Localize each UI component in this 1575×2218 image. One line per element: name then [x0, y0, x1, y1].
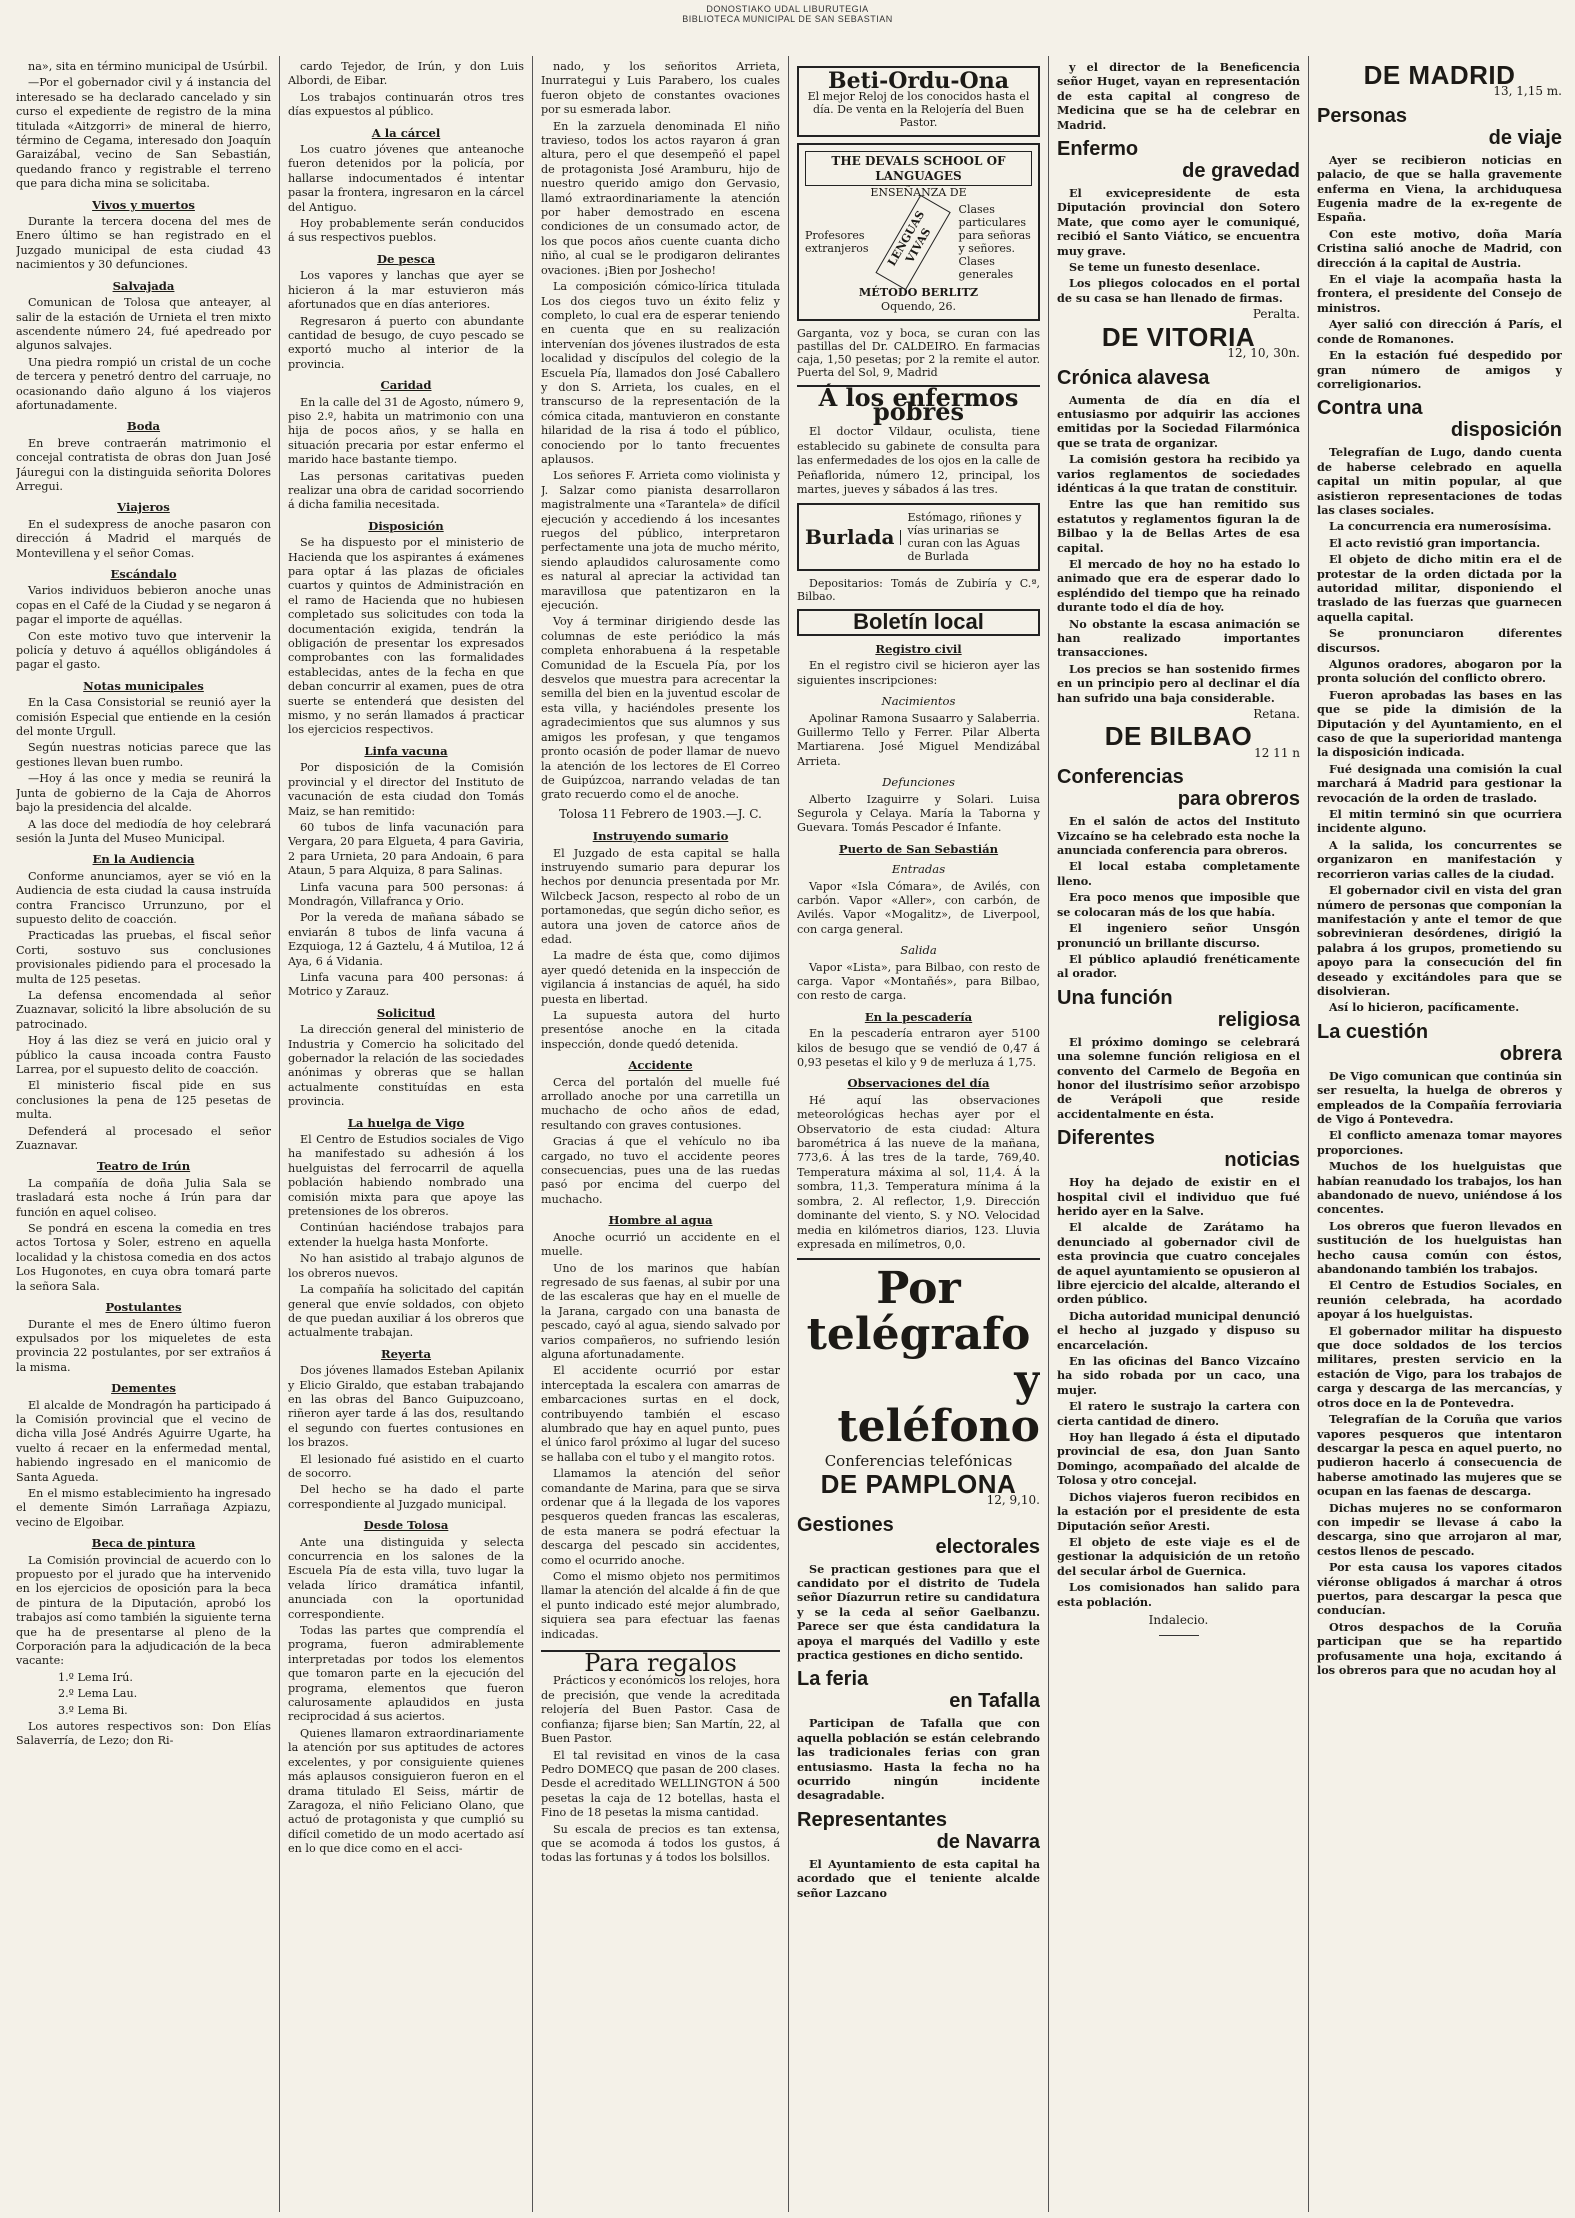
paragraph: El alcalde de Zarátamo ha denunciado al gobernador civil de esta provincia que cuatro concejales de aquel ayuntamiento se opusieron al libre ejercicio del alcalde, alterando el orden público. — [1057, 1220, 1300, 1307]
paragraph: Hoy ha dejado de existir en el hospital civil el individuo que fué herido ayer en la Salve. — [1057, 1175, 1300, 1218]
section-heading: Solicitud — [376, 1005, 436, 1020]
paragraph: Voy á terminar dirigiendo desde las columnas de este periódico la más completa enhorabuena á la respetable Comunidad de la Escuela Pía, por los desvelos que muestra para acrecentar la semilla del bien en la juventud escolar de esta villa, y haciéndoles presente los agradecimientos que sus alumnos y sus amigos les profesan, y que tengamos pronto ocasión de poder llamar de nuevo la atención de los lectores de El Correo de Guipúzcoa, narrando veladas de tan grato recuerdo como el de anoche. — [541, 615, 780, 802]
dateline: 13, 1,15 m. — [1493, 84, 1562, 99]
paragraph: Gracias á que el vehículo no iba cargado, no tuvo el accidente peores consecuencias, pues una de las ruedas pasó por encima del cuerpo del muchacho. — [541, 1135, 780, 1206]
column-1 — [16, 60, 271, 2210]
signature: Tolosa 11 Febrero de 1903.—J. C. — [559, 806, 762, 821]
paragraph: Por disposición de la Comisión provincial y el director del Instituto de vacunación de esta ciudad don Tomás Maiz, se han remitido: — [288, 761, 524, 818]
paragraph: Telegrafían de Lugo, dando cuenta de haberse celebrado en aquella capital un mitin popular, al que asistieron representaciones de todas las clases sociales. — [1317, 445, 1562, 517]
paragraph: Muchos de los huelguistas que habían reanudado los trabajos, los han abandonado de nuevo, uniéndose á los concentes. — [1317, 1159, 1562, 1217]
headline-line: noticias — [1224, 1149, 1300, 1172]
paragraph: Algunos oradores, abogaron por la pronta solución del conflicto obrero. — [1317, 657, 1562, 686]
paragraph: En el mismo establecimiento ha ingresado el demente Simón Larrañaga Azpiazu, vecino de Elgoibar. — [16, 1486, 271, 1529]
paragraph: Como el mismo objeto nos permitimos llamar la atención del alcalde á fin de que el punto indicado esté mejor alumbrado, siquiera sea para efectuar las faenas indicadas. — [541, 1570, 780, 1641]
paragraph: El Centro de Estudios Sociales, en reunión celebrada, ha acordado apoyar á los huelguistas. — [1317, 1278, 1562, 1322]
paragraph: En la calle del 31 de Agosto, número 9, piso 2.º, habita un matrimonio con una hija de pocos años, y se halla en situación precaria por estar enfermo el marido hace bastante tiempo. — [288, 395, 524, 467]
ad-left-text: Profesores extranjeros — [805, 229, 869, 256]
paragraph: En la estación fué despedido por gran número de amigos y correligionarios. — [1317, 348, 1562, 391]
paragraph: El Centro de Estudios sociales de Vigo ha manifestado su adhesión á los huelguistas del ferrocarril de aquella población habiendo nombrado una comisión mixta para que apoye las pretensiones de los obreros. — [288, 1133, 524, 1219]
telegraph-headline — [797, 1258, 1040, 1453]
paragraph: El objeto de este viaje es el de gestionar la adquisición de un retoño del secular árbol de Guernica. — [1057, 1534, 1300, 1578]
section-heading: Postulantes — [105, 1300, 182, 1315]
paragraph: En breve contraerán matrimonio el concejal contratista de obras don Juan José Jáuregui con la distinguida señorita Dolores Arregui. — [16, 436, 271, 493]
paragraph: El gobernador civil en vista del gran número de personas que componían la manifestación y ante el temor de que sobrevinieran desórdenes, dirigió la palabra á los grupos, prometiendo su apoyo para la consecución del fin deseado y excitándoles para que se disolvieran. — [1317, 883, 1562, 998]
paragraph: El lesionado fué asistido en el cuarto de socorro. — [288, 1452, 524, 1480]
headline-enfermo — [1057, 138, 1300, 182]
paragraph: El ingeniero señor Unsgón pronunció un brillante discurso. — [1057, 921, 1300, 950]
paragraph: La supuesta autora del hurto presentóse anoche en la citada inspección, donde quedó detenida. — [541, 1009, 780, 1051]
paragraph: Prácticos y económicos los relojes, hora de precisión, que vende la acreditada relojería del Buen Pastor. Casa de confianza; fijarse bien; San Martín, 22, al Buen Pastor. — [541, 1674, 780, 1746]
section-heading: Notas municipales — [83, 678, 204, 693]
section-heading: Reyerta — [380, 1346, 432, 1361]
paragraph: Ayer se recibieron noticias en palacio, de que se halla gravemente enferma en Viena, la archiduquesa Eugenia madre de la ex-regente de España. — [1317, 152, 1562, 225]
paragraph: El exvicepresidente de esta Diputación provincial don Sotero Mate, que como ayer le comuniqué, recibió el Santo Viático, se encuentra muy grave. — [1057, 186, 1300, 258]
paragraph: Los vapores y lanchas que ayer se hicieron á la mar estuvieron más afortunados que en días anteriores. — [288, 269, 524, 312]
paragraph: Dos jóvenes llamados Esteban Apilanix y Elicio Giraldo, que estaban trabajando en las obras del Banco Guipuzcoano, riñeron ayer tarde á las dos, resultando el segundo con fuertes contusiones en los brazos. — [288, 1364, 524, 1450]
paragraph: Hoy probablemente serán conducidos á sus respectivos pueblos. — [288, 217, 524, 245]
list-item: 1.º Lema Irú. — [58, 1670, 133, 1684]
paragraph: Anoche ocurrió un accidente en el muelle. — [541, 1230, 780, 1259]
paragraph: El ratero le sustrajo la cartera con cierta cantidad de dinero. — [1057, 1399, 1300, 1428]
paragraph: En el salón de actos del Instituto Vizcaíno se ha celebrado esta noche la anunciada conferencia para obreros. — [1057, 814, 1300, 858]
section-heading: Desde Tolosa — [363, 1518, 449, 1533]
paragraph: Conforme anunciamos, ayer se vió en la Audiencia de esta ciudad la causa instruída contra Francisco Urrunzuno, por el supuesto delito de coacción. — [16, 869, 271, 926]
headline-line: obrera — [1499, 1042, 1562, 1065]
section-heading: Beca de pintura — [91, 1536, 196, 1551]
paragraph: La defensa encomendada al señor Zuaznavar, solicitó la libre absolución de su patrocinado. — [16, 988, 271, 1031]
headline-line: y teléfono — [837, 1355, 1040, 1453]
headline-line: en Tafalla — [949, 1690, 1040, 1713]
ad-title: Para regalos — [541, 1650, 780, 1670]
paragraph: Hé aquí las observaciones meteorológicas hechas ayer por el Observatorio de esta ciudad: Altura barométrica á las nueve de la mañana, 773,6. Á las tres de la tarde, 769,40. Temperatura máxima al sol, 11,4. Á la sombra, 11,3. Temperatura mínima á la sombra, 2. Al reflector, 1,9. Dirección dominante del viento, S. y NO. Velocidad media en kilómetros diarios, 123. Lluvia expresada en milímetros, 0,0. — [797, 1093, 1040, 1251]
paragraph: 60 tubos de linfa vacunación para Vergara, 20 para Elgueta, 4 para Gaviria, 2 para Urnieta, 20 para Andoain, 6 para Ataun, 5 para Alquiza, 8 para Salinas. — [288, 820, 524, 878]
signature: Indalecio. — [1148, 1612, 1209, 1627]
paragraph: La dirección general del ministerio de Industria y Comercio ha solicitado del gobernador la relación de las sociedades anónimas y obreras que se hallan actualmente constituídas en esta provincia. — [288, 1023, 524, 1109]
headline-feria — [797, 1668, 1040, 1712]
paragraph: Se teme un funesto desenlace. — [1069, 260, 1261, 275]
section-heading: Escándalo — [110, 567, 177, 581]
paragraph: Llamamos la atención del señor comandante de Marina, para que se sirva ordenar que á la llegada de los vapores pesqueros queden francas las escaleras, de esta manera se podrá efectuar la descarga del pescado sin accidentes, como el ocurrido anoche. — [541, 1467, 780, 1567]
paragraph: En el viaje la acompaña hasta la frontera, el presidente del Consejo de ministros. — [1317, 272, 1562, 315]
paragraph: No han asistido al trabajo algunos de los obreros nuevos. — [288, 1252, 524, 1280]
headline-line: Personas — [1317, 104, 1408, 127]
pamplona-title: DE PAMPLONA — [820, 1468, 1017, 1499]
paragraph: El mitin terminó sin que ocurriera incidente alguno. — [1317, 807, 1562, 836]
signature: Peralta. — [1252, 307, 1300, 322]
column-rule — [279, 56, 280, 2212]
section-heading: De pesca — [376, 251, 436, 266]
paragraph: Dichos viajeros fueron recibidos en la estación por el presidente de esta Diputación señor Aresti. — [1057, 1489, 1300, 1533]
paragraph: Los señores F. Arrieta como violinista y J. Salzar como pianista desarrollaron magistralmente una «Tarantela» de difícil ejecución y accediendo á los incesantes ruegos del público, interpretaron perfectamente una jota de mucho mérito, siendo aplaudidos calurosamente como es natural al apreciar la actividad tan maravillosa que patentizaron en la ejecución. — [541, 469, 780, 613]
library-name-basque: DONOSTIAKO UDAL LIBURUTEGIA — [706, 4, 869, 14]
ad-subtitle: ENSEÑANZA DE — [870, 186, 967, 200]
paragraph: Las personas caritativas pueden realizar una obra de caridad socorriendo á dicha familia necesitada. — [288, 469, 524, 512]
paragraph: La compañía de doña Julia Sala se trasladará esta noche á Irún para dar función en aquel coliseo. — [16, 1176, 271, 1219]
headline-line: de Navarra — [936, 1830, 1040, 1853]
headline-line: disposición — [1450, 419, 1562, 442]
ad-method: MÉTODO BERLITZ — [858, 285, 979, 300]
paragraph: A las doce del mediodía de hoy celebrará sesión la Junta del Museo Municipal. — [16, 817, 271, 845]
paragraph: Otros despachos de la Coruña participan que se ha repartido profusamente una hoja, excitando á los obreros para que no acudan hoy al — [1317, 1619, 1562, 1677]
paragraph: y el director de la Beneficencia señor Huget, vayan en representación de esta capital al congreso de Medicina que se ha de celebrar en Madrid. — [1057, 60, 1300, 132]
paragraph: Su escala de precios es tan extensa, que se acomoda á todos los gustos, á todas las fortunas y á todos los bolsillos. — [541, 1822, 780, 1865]
paragraph: Una piedra rompió un cristal de un coche de tercera y penetró dentro del carruaje, no ocasionando daño alguno á los viajeros afortunadamente. — [16, 355, 271, 412]
dateline: 12 11 n — [1254, 745, 1300, 760]
headline-line: de gravedad — [1182, 160, 1300, 183]
paragraph: Así lo hicieron, pacíficamente. — [1329, 1000, 1520, 1015]
paragraph: Con este motivo tuvo que intervenir la policía y detuvo á aquéllos obligándoles á pagar el gasto. — [16, 629, 271, 672]
paragraph: cardo Tejedor, de Irún, y don Luis Albordi, de Eibar. — [288, 60, 524, 88]
paragraph: Los comisionados han salido para esta población. — [1057, 1580, 1300, 1609]
section-heading: Caridad — [380, 378, 432, 393]
headline-funcion — [1057, 987, 1300, 1031]
paragraph: En la pescadería entraron ayer 5100 kilos de besugo que se vendió de 0,47 á 0,93 pesetas el kilo y 9 de merluza á 1,75. — [797, 1027, 1040, 1070]
headline-line: Una función — [1057, 986, 1173, 1009]
section-heading: Disposición — [368, 518, 444, 533]
paragraph: —Hoy á las once y media se reunirá la Junta de gobierno de la Caja de Ahorros bajo la presidencia del alcalde. — [16, 772, 271, 815]
dateline: 12, 10, 30n. — [1227, 346, 1300, 361]
paragraph: Por esta causa los vapores citados viéronse obligados á marchar á otros puertos, para descargar la pesca que conducían. — [1317, 1560, 1562, 1618]
headline-conferencias — [1057, 766, 1300, 810]
paragraph: Ayer salió con dirección á París, el conde de Romanones. — [1317, 317, 1562, 346]
column-rule — [1048, 56, 1049, 2212]
paragraph: Aumenta de día en día el entusiasmo por adquirir las acciones emitidas por la Sociedad Filarmónica que se trata de organizar. — [1057, 392, 1300, 450]
paragraph: Cerca del portalón del muelle fué arrollado anoche por una carretilla un muchacho de ocho años de edad, resultando con graves contusiones. — [541, 1075, 780, 1132]
headline-line: Enfermo — [1057, 138, 1139, 161]
ad-text: El mejor Reloj de los conocidos hasta el día. De venta en la Relojería del Buen Pastor. — [807, 90, 1030, 130]
column-rule — [788, 56, 789, 2212]
paragraph: Se pronunciaron diferentes discursos. — [1317, 626, 1562, 655]
section-heading: En la Audiencia — [92, 852, 195, 867]
paragraph: Entre las que han remitido sus estatutos y reglamentos figuran la de Bilbao y la de Bellas Artes de esa capital. — [1057, 497, 1300, 555]
headline-line: Gestiones — [797, 1513, 894, 1536]
paragraph: Comunican de Tolosa que anteayer, al salir de la estación de Urnieta el tren mixto ascendente número 24, fué apedreado por algunos salvajes. — [16, 296, 271, 353]
paragraph: El acto revistió gran importancia. — [1329, 535, 1541, 550]
paragraph: Vapor «Isla Cómara», de Avilés, con carbón. Vapor «Aller», con carbón, de Avilés. Vapor «Mogalitz», de Liverpool, con carga general. — [797, 879, 1040, 936]
headline-line: Por telégrafo — [806, 1263, 1031, 1361]
paragraph: Del hecho se ha dado el parte correspondiente al Juzgado municipal. — [288, 1483, 524, 1511]
paragraph: Varios individuos bebieron anoche unas copas en el Café de la Ciudad y se negaron á pagar el importe de aquéllas. — [16, 584, 271, 627]
paragraph: Practicadas las pruebas, el fiscal señor Corti, sostuvo sus conclusiones provisionales pidiendo para el procesado la multa de 125 pesetas. — [16, 929, 271, 986]
subheading: Entradas — [891, 862, 946, 877]
paragraph: La compañía ha solicitado del capitán general que envíe soldados, con objeto de que puedan auxiliar á los obreros que actualmente trabajan. — [288, 1283, 524, 1340]
paragraph: Linfa vacuna para 500 personas: á Mondragón, Villafranca y Orio. — [288, 880, 524, 908]
paragraph: No obstante la escasa animación se han realizado importantes transacciones. — [1057, 616, 1300, 660]
paragraph: Telegrafían de la Coruña que varios vapores pesqueros que intentaron descargar la pesca en aquel puerto, no pudieron hacerlo á consecuencia de haberse amotinado las mujeres que se ocupan en las faenas de descarga. — [1317, 1412, 1562, 1499]
ad-language-school — [797, 143, 1040, 320]
column-4 — [797, 60, 1040, 2210]
section-heading: Accidente — [628, 1058, 693, 1073]
paragraph: Se ha dispuesto por el ministerio de Hacienda que los aspirantes á exámenes para optar á las plazas de oficiales cuartos y quintos de Administración en el ramo de Hacienda que no hubiesen completado sus solicitudes con toda la documentación exigida, tendrán la obligación de presentar los expresados comprobantes con las formalidades establecidas, antes de la fecha en que deban concurrir al examen, pues de otra suerte se entenderá que desisten del mismo, y no serán llamados á practicar los ejercicios respectivos. — [288, 536, 524, 737]
paragraph: El mercado de hoy no ha estado lo animado que era de esperar dado lo espléndido del tiempo que ha reinado durante todo el día de hoy. — [1057, 556, 1300, 615]
paragraph: Hoy á las diez se verá en juicio oral y público la causa incoada contra Fausto Larrea, por el supuesto delito de coacción. — [16, 1034, 271, 1076]
paragraph: Los precios se han sostenido firmes en un principio pero al declinar el día han sufrido una baja considerable. — [1057, 661, 1300, 705]
column-2 — [288, 60, 524, 2210]
headline-line: electorales — [935, 1535, 1040, 1558]
paragraph: Los obreros que fueron llevados en sustitución de los huelguistas han hecho causa común con éstos, abandonando también los trabajos. — [1317, 1218, 1562, 1277]
paragraph: La concurrencia era numerosísima. — [1329, 519, 1552, 534]
paragraph: Los autores respectivos son: Don Elías Salaverría, de Lezo; don Ri- — [16, 1720, 271, 1748]
paragraph: En el registro civil se hicieron ayer las siguientes inscripciones: — [797, 659, 1040, 687]
signature: Retana. — [1253, 707, 1300, 722]
headline-line: para obreros — [1177, 788, 1300, 811]
page-header — [0, 4, 1575, 24]
headline-line: religiosa — [1217, 1008, 1300, 1031]
paragraph: El local estaba completamente lleno. — [1057, 859, 1300, 888]
ad-title: THE DEVALS SCHOOL OF LANGUAGES — [805, 151, 1032, 186]
paragraph: Por la vereda de mañana sábado se enviarán 8 tubos de linfa vacuna á Ezquioga, 12 á Gaztelu, 4 á Mutiloa, 12 á Aya, 6 á Vidania. — [288, 911, 524, 968]
section-heading: Registro civil — [875, 641, 962, 656]
section-heading: Hombre al agua — [608, 1213, 713, 1228]
paragraph: El próximo domingo se celebrará una solemne función religiosa en el convento del Carmelo de Begoña en honor del ilustrísimo señor arzobispo de Verápoli que reside accidentalmente en ésta. — [1057, 1034, 1300, 1121]
paragraph: En la Casa Consistorial se reunió ayer la comisión Especial que entiende en la cesión del monte Urgull. — [16, 696, 271, 739]
headline-representantes — [797, 1809, 1040, 1853]
ad-depositarios: Depositarios: Tomás de Zubiría y C.ª, Bilbao. — [797, 577, 1040, 604]
paragraph: A la salida, los concurrentes se organizaron en manifestación y recorrieron varias calles de la ciudad. — [1317, 837, 1562, 881]
headline-personas — [1317, 105, 1562, 149]
ad-title: Burlada — [805, 530, 901, 544]
ad-center-text: LENGUAS VIVAS — [876, 195, 951, 290]
paragraph: Era poco menos que imposible que se colocaran más de los que había. — [1057, 890, 1300, 919]
paragraph: Quienes llamaron extraordinariamente la atención por sus aptitudes de actores excelentes, y por consiguiente quienes más aplausos consiguieron fueron en el drama titulado El Seiss, mártir de Zaragoza, el niño Feliciano Olano, que actuó de protagonista y que cumplió su difícil cometido de un modo acertado así en lo que dice como en el acci- — [288, 1726, 524, 1856]
paragraph: Fué designada una comisión la cual marchará á Madrid para gestionar la revocación de la orden de traslado. — [1317, 761, 1562, 805]
paragraph: El alcalde de Mondragón ha participado á la Comisión provincial que el vecino de dicha villa José Andrés Aguirre Ugarte, ha vuelto á recaer en la enfermedad mental, habiendo ingresado en el manicomio de Santa Agueda. — [16, 1398, 271, 1484]
ad-title: Beti-Ordu-Ona — [828, 68, 1009, 94]
paragraph: El público aplaudió frenéticamente al orador. — [1057, 951, 1300, 981]
section-heading: En la pescadería — [864, 1009, 973, 1024]
ad-pastillas: Garganta, voz y boca, se curan con las pastillas del Dr. CALDEIRO. En farmacias caja, 1,50 pesetas; por 2 la remite el autor. Puerta del Sol, 9, Madrid — [797, 326, 1040, 379]
paragraph: En la zarzuela denominada El niño travieso, todos los actos rayaron á gran altura, pero el que desempeñó el papel de protagonista José Aramburu, hijo de nuestro querido amigo don Gervasio, llamó extraordinariamente la atención por haber demostrado en escena condiciones de un consumado actor, de los que pocos años cuente cuanta dicho niño, al cual se le prodigaron delirantes ovaciones. ¡Bien por Joshecho! — [541, 119, 780, 277]
ad-beti-ordu-ona — [797, 66, 1040, 137]
column-3 — [541, 60, 780, 2210]
paragraph: Alberto Izaguirre y Solari. Luisa Segurola y Celaya. María la Taborna y Guevara. Tomás Pescador é Infante. — [797, 792, 1040, 835]
paragraph: Defenderá al procesado el señor Zuaznavar. — [16, 1124, 271, 1153]
paragraph: —Por el gobernador civil y á instancia del interesado se ha declarado cancelado y sin curso el expediente de registro de la mina titulada «Aitzgorri» de mineral de hierro, término de Cegama, interesado don Joaquín Garaizábal, vecino de San Sebastián, quedando franco y registrable el terreno que para dicha mina se solicitaba. — [16, 76, 271, 191]
ad-text: Estómago, riñones y vías urinarias se curan con las Aguas de Burlada — [907, 511, 1022, 564]
paragraph: El Ayuntamiento de esta capital ha acordado que el teniente alcalde señor Lazcano — [797, 1856, 1040, 1900]
headline-cronica: Crónica alavesa — [1057, 366, 1210, 389]
paragraph: Durante el mes de Enero último fueron expulsados por los miqueletes de esta provincia 22 postulantes, por ser extraños á la misma. — [16, 1317, 271, 1374]
section-heading: Dementes — [111, 1381, 176, 1396]
section-heading: Instruyendo sumario — [592, 829, 729, 844]
paragraph: nado, y los señoritos Arrieta, Inurrategui y Luis Parabero, los cuales fueron objeto de constantes ovaciones por su esmerada labor. — [541, 60, 780, 117]
column-rule — [532, 56, 533, 2212]
headline-line: Conferencias — [1057, 766, 1184, 789]
section-heading: A la cárcel — [371, 125, 441, 140]
vitoria-title: DE VITORIA — [1101, 321, 1256, 352]
headline-diferentes — [1057, 1127, 1300, 1171]
paragraph: Participan de Tafalla que con aquella población se están celebrando las tradicionales ferias con gran entusiasmo. Hasta la fecha no ha ocurrido ningún incidente desagradable. — [797, 1716, 1040, 1803]
headline-line: de viaje — [1488, 126, 1562, 149]
paragraph: Se practican gestiones para que el candidato por el distrito de Tudela señor Díazurrun retire su candidatura y se la ceda al señor Gaelbanzu. Parece ser que ésta candidatura la apoya el marqués del Vadillo y este practica gestiones en dicho sentido. — [797, 1561, 1040, 1662]
section-heading: Observaciones del día — [847, 1076, 990, 1091]
paragraph: Fueron aprobadas las bases en las que se pide la dimisión de la Diputación y del Ayuntamiento, en el caso de que la superioridad mantenga la disposición indicada. — [1317, 687, 1562, 760]
paragraph: La madre de ésta que, como dijimos ayer quedó detenida en la inspección de vigilancia á instancias de aquél, ha sido puesta en libertad. — [541, 949, 780, 1006]
ad-burlada — [797, 503, 1040, 571]
paragraph: El ministerio fiscal pide en sus conclusiones la pena de 125 pesetas de multa. — [16, 1079, 271, 1122]
subheading: Defunciones — [882, 775, 955, 790]
subheading: Nacimientos — [881, 694, 956, 709]
paragraph: El conflicto amenaza tomar mayores proporciones. — [1317, 1128, 1562, 1157]
paragraph: Continúan haciéndose trabajos para extender la huelga hasta Monforte. — [288, 1221, 524, 1249]
section-heading: La huelga de Vigo — [347, 1115, 465, 1130]
section-heading: Viajeros — [117, 500, 170, 515]
column-6 — [1317, 60, 1562, 2210]
paragraph: Ante una distinguida y selecta concurrencia en los salones de la Escuela Pía de esta villa, tuvo lugar la velada lírico dramática infantil, anunciada con la oportunidad correspondiente. — [288, 1535, 524, 1621]
paragraph: Los pliegos colocados en el portal de su casa se han llenado de firmas. — [1057, 276, 1300, 305]
paragraph: Apolinar Ramona Susaarro y Salaberria. Guillermo Tello y Ferrer. Pilar Alberta Martiarena. José Miguel Mendizábal Arrieta. — [797, 711, 1040, 768]
paragraph: La Comisión provincial de acuerdo con lo propuesto por el jurado que ha intervenido en los ejercicios de oposición para la beca de pintura de la Diputación, aprobó los trabajos así como también la siguiente terna que ha de presentarse al pleno de la Corporación para la adjudicación de la beca vacante: — [16, 1553, 271, 1668]
list-item: 3.º Lema Bi. — [58, 1703, 128, 1717]
library-name-spanish: BIBLIOTECA MUNICIPAL DE SAN SEBASTIAN — [682, 14, 893, 24]
column-rule — [1308, 56, 1309, 2212]
boletin-local-banner: Boletín local — [797, 609, 1040, 635]
paragraph: En las oficinas del Banco Vizcaíno ha sido robada por un caco, una mujer. — [1057, 1354, 1300, 1397]
paragraph: El accidente ocurrió por estar interceptada la escalera con amarras de embarcaciones surtas en el dock, contribuyendo también el escaso alumbrado que hay en aquel punto, pues el único farol próximo al lugar del suceso se hallaba con el tubo y el mangito rotos. — [541, 1364, 780, 1464]
headline-line: La feria — [797, 1668, 869, 1691]
paragraph: El gobernador militar ha dispuesto que doce soldados de los tercios militares, presten servicio en la estación de Vigo, para los trabajos de carga y descarga de las mercancías, y otros doce en la de Pontevedra. — [1317, 1323, 1562, 1410]
bilbao-title: DE BILBAO — [1104, 721, 1253, 752]
headline-gestiones — [797, 1514, 1040, 1558]
paragraph: Según nuestras noticias parece que las gestiones llevan buen rumbo. — [16, 741, 271, 769]
headline-line: Contra una — [1317, 397, 1423, 420]
paragraph: La composición cómico-lírica titulada Los dos ciegos tuvo un éxito feliz y completo, lo cual era de esperar teniendo en cuenta que en su realización intervenían dos jóvenes ilustrados de esta localidad y discípulos del colegio de la Escuela Pía, llamados don José Caballero y don S. Arrieta, los cuales, en el transcurso de la representación de la cómica citada, mantuvieron en constante hilaridad de la risa á todo el público, conociendo por lo tanto frecuentes aplausos. — [541, 280, 780, 466]
paragraph: Los cuatro jóvenes que anteanoche fueron detenidos por la policía, por hallarse indocumentados é intentar pasar la frontera, ingresaron en la cárcel del Antiguo. — [288, 143, 524, 214]
ad-address: Oquendo, 26. — [881, 299, 956, 313]
section-heading: Teatro de Irún — [96, 1159, 191, 1174]
paragraph: En el sudexpress de anoche pasaron con dirección á Madrid el marqués de Montevillena y el señor Comas. — [16, 517, 271, 560]
separator — [1159, 1635, 1199, 1636]
section-heading: Puerto de San Sebastián — [838, 841, 999, 856]
paragraph: Vapor «Lista», para Bilbao, con resto de carga. Vapor «Montañés», para Bilbao, con resto de carga. — [797, 960, 1040, 1003]
paragraph: Con este motivo, doña María Cristina salió anoche de Madrid, con dirección á la capital de Austria. — [1317, 226, 1562, 270]
paragraph: Linfa vacuna para 400 personas: á Motrico y Zarauz. — [288, 970, 524, 999]
paragraph: Hoy han llegado á ésta el diputado provincial de esa, don Juan Santo Domingo, acompañado del alcalde de Tolosa y otro concejal. — [1057, 1430, 1300, 1488]
headline-obrera — [1317, 1021, 1562, 1065]
paragraph: De Vigo comunican que continúa sin ser resuelta, la huelga de obreros y empleados de la Compañía ferroviaria de Vigo á Pontevedra. — [1317, 1068, 1562, 1126]
paragraph: El Juzgado de esta capital se halla instruyendo sumario para depurar los hechos por denuncia presentada por Mr. Wilcbeck Jacson, respecto al robo de un portamonedas, que según dicho señor, es autora una joven de catorce años de edad. — [541, 846, 780, 946]
section-heading: Vivos y muertos — [92, 197, 195, 212]
list-item: 2.º Lema Lau. — [58, 1687, 138, 1701]
telegraph-subtitle: Conferencias telefónicas — [824, 1452, 1013, 1471]
section-heading: Boda — [126, 419, 161, 434]
paragraph: El tal revisitad en vinos de la casa Pedro DOMECQ que pasan de 200 clases. Desde el acreditado WELLINGTON á 500 pesetas la caja de 12 botellas, hasta el Fino de 18 pesetas la misma cantidad. — [541, 1748, 780, 1820]
ad-enfermos-text: El doctor Vildaur, oculista, tiene establecido su gabinete de consulta para las enfermedades de los ojos en la calle de Peñaflorida, número 12, principal, los martes, jueves y sábados á las tres. — [797, 425, 1040, 497]
headline-line: Representantes — [797, 1808, 948, 1831]
subheading: Salida — [900, 943, 937, 958]
ad-enfermos-title: Á los enfermos pobres — [797, 385, 1040, 420]
madrid-title: DE MADRID — [1363, 60, 1516, 90]
paragraph: Dicha autoridad municipal denunció el hecho al juzgado y dispuso su encarcelación. — [1057, 1308, 1300, 1352]
paragraph: Todas las partes que comprendía el programa, fueron admirablemente interpretadas por todos los elementos que tomaron parte en la ejecución del programa, elementos que fueron calurosamente aplaudidos en justa reciprocidad á sus aciertos. — [288, 1624, 524, 1724]
headline-line: La cuestión — [1317, 1020, 1429, 1043]
paragraph: Durante la tercera docena del mes de Enero último se han registrado en el Juzgado municipal de esta ciudad 43 nacimientos y 30 defunciones. — [16, 215, 271, 272]
ad-right-text: Clases particulares para señoras y señores. Clases generales — [958, 203, 1031, 282]
section-heading: Salvajada — [112, 278, 175, 293]
paragraph: La comisión gestora ha recibido ya varios reglamentos de sociedades idénticas á la que tratan de constituir. — [1057, 452, 1300, 495]
column-5 — [1057, 60, 1300, 2210]
paragraph: Uno de los marinos que habían regresado de sus faenas, al subir por una de las escaleras que hay en el muelle de la Jarana, cargado con una banasta de pescado, cayó al agua, siendo salvado por varios compañeros, no sufriendo lesión alguna afortunadamente. — [541, 1261, 780, 1361]
paragraph: El objeto de dicho mitin era el de protestar de la orden dictada por la autoridad militar, disponiendo el traslado de las fuerzas que guarnecen aquella capital. — [1317, 552, 1562, 624]
paragraph: Dichas mujeres no se conformaron con impedir se llevase á cabo la descarga, sino que arrojaron al mar, cestos llenos de pescado. — [1317, 1500, 1562, 1558]
headline-disposicion — [1317, 397, 1562, 441]
headline-line: Diferentes — [1057, 1127, 1155, 1150]
paragraph: Regresaron á puerto con abundante cantidad de besugo, de cuyo pescado se exportó mucho al interior de la provincia. — [288, 314, 524, 371]
paragraph: Los trabajos continuarán otros tres días expuestos al público. — [288, 90, 524, 119]
section-heading: Linfa vacuna — [364, 743, 448, 758]
paragraph: na», sita en término municipal de Usúrbil. — [28, 60, 268, 73]
dateline: 12, 9,10. — [986, 1493, 1040, 1508]
paragraph: Se pondrá en escena la comedia en tres actos Tortosa y Soler, estreno en aquella localidad y la chistosa comedia en dos actos Los Hugonotes, en cuya obra tomará parte la señora Sala. — [16, 1222, 271, 1293]
